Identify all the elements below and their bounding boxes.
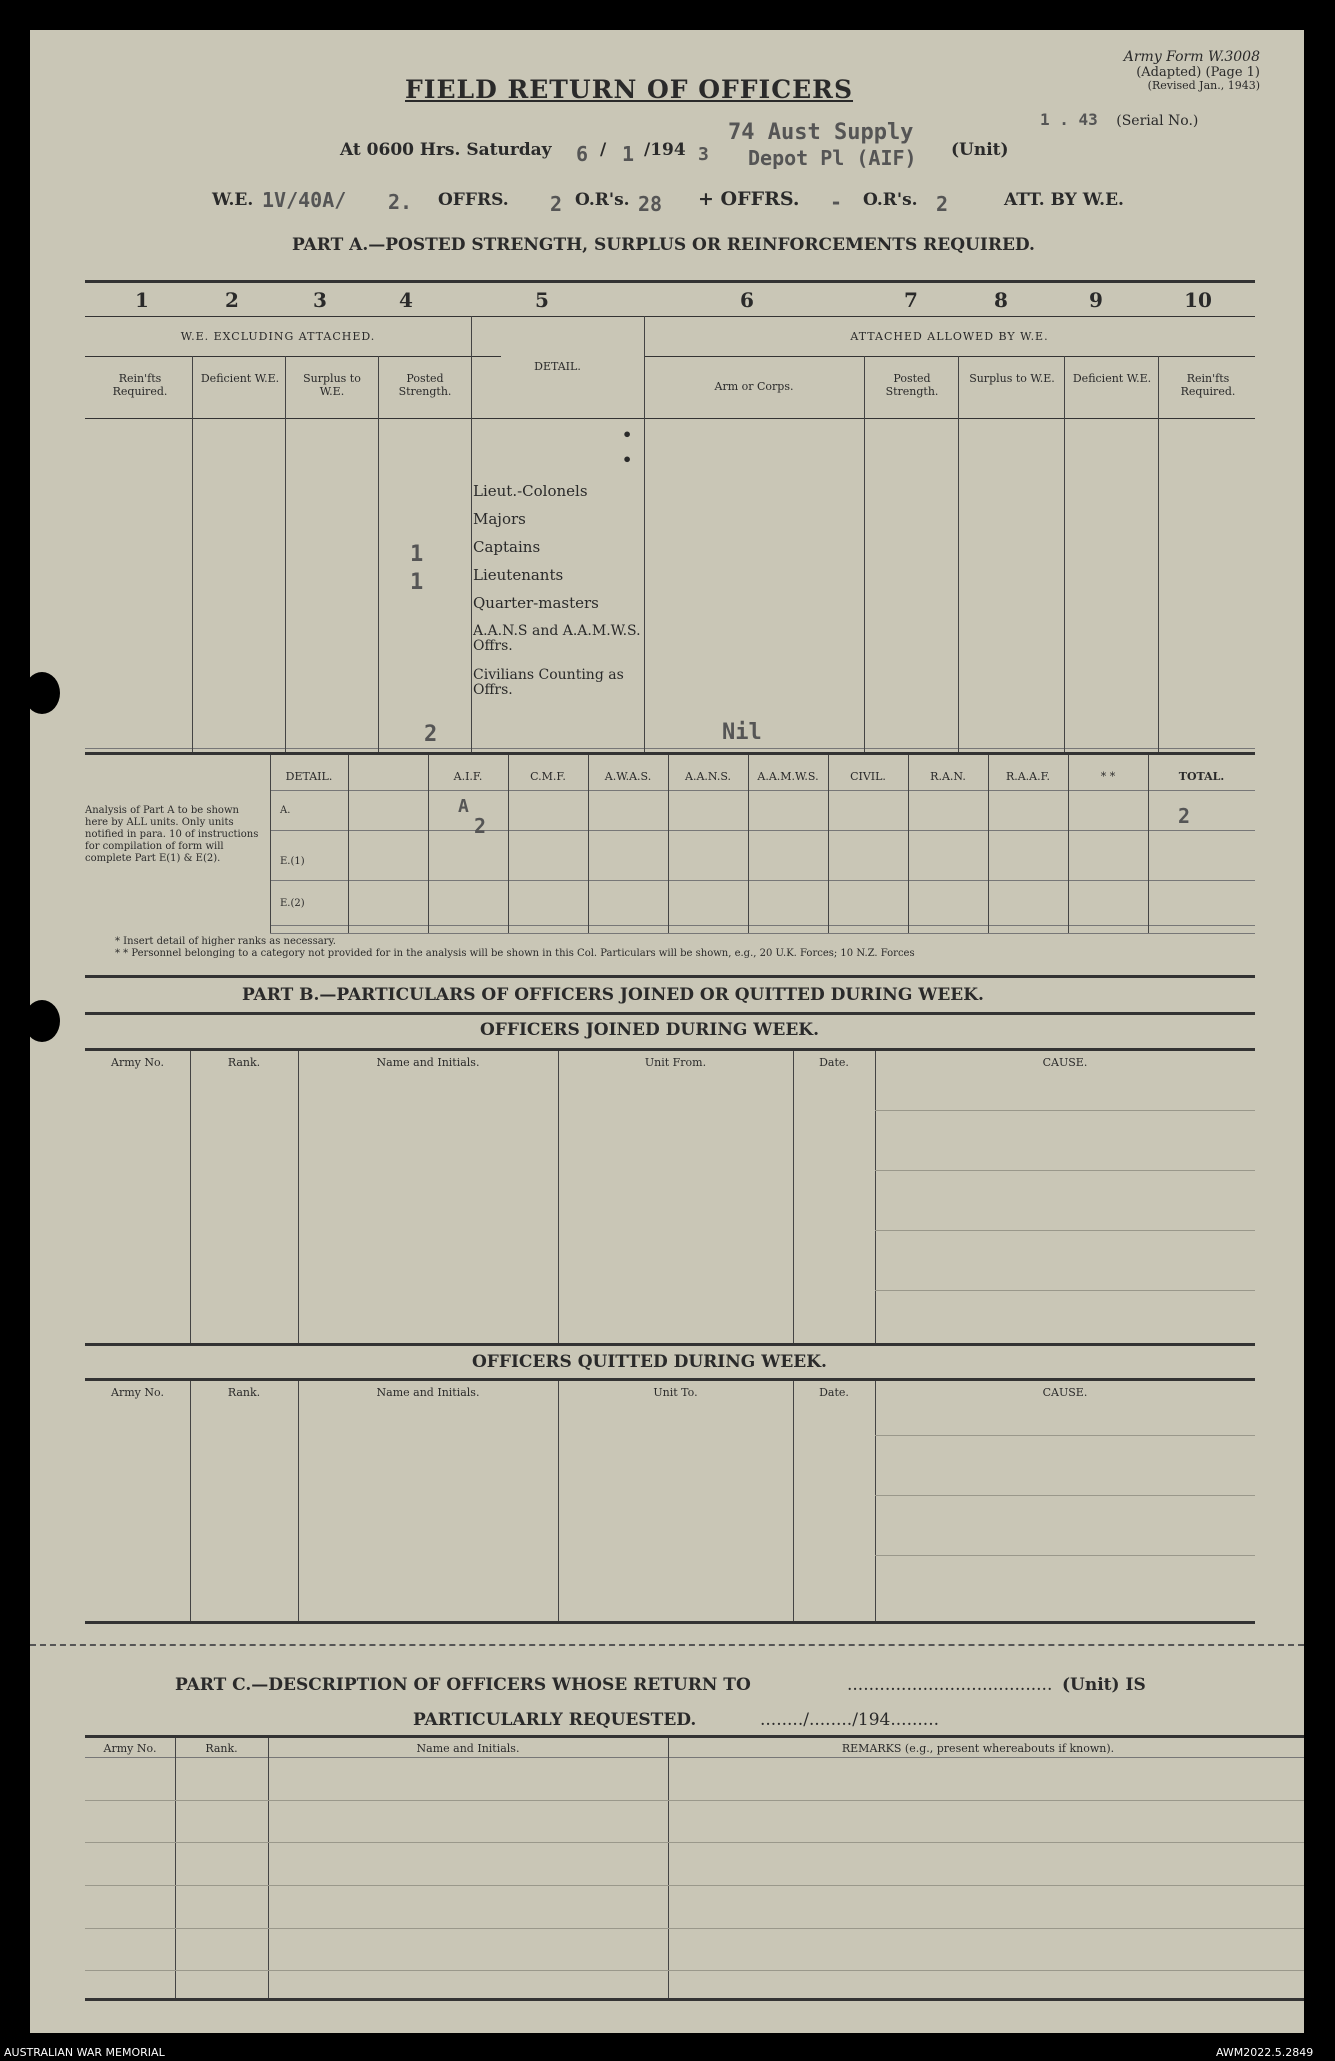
col-attached-deficient: Deficient W.E. [1072,372,1152,385]
note-1: * Insert detail of higher ranks as necessary. [115,936,336,947]
quitted-col-cause: CAUSE. [1042,1386,1088,1399]
analysis-header-total: TOTAL. [1178,770,1225,783]
part-c-unit-is: (Unit) IS [1062,1675,1146,1695]
analysis-row-e2: E.(2) [280,898,305,909]
serial-value: 1 . 43 (Serial No.) [1040,110,1199,129]
part-c-heading: PART C.—DESCRIPTION OF OFFICERS WHOSE RETURN TO [175,1675,751,1695]
offrs-value: 2 [550,192,563,216]
at-text: At 0600 Hrs. Saturday [340,140,552,160]
analysis-aif-value: 2 [474,814,487,838]
posted-lieutenants: 1 [410,570,424,595]
quitted-col-date: Date. [819,1386,849,1399]
analysis-header-aans: A.A.N.S. [685,770,731,783]
form-id-line-1: Army Form W.3008 [1123,49,1260,65]
col-posted-strength: Posted Strength. [398,372,452,398]
analysis-header-aamws: A.A.M.W.S. [757,770,819,783]
quitted-col-unit-to: Unit To. [653,1386,698,1399]
rank-captains: Captains [473,538,541,556]
att-label: ATT. BY W.E. [1004,190,1124,210]
footer-right: AWM2022.5.2849 [1216,2046,1314,2059]
part-c-col-army-no: Army No. [103,1742,157,1755]
we-excluding-header: W.E. EXCLUDING ATTACHED. [180,330,376,343]
unit-line-1: 74 Aust Supply [728,120,914,145]
quitted-col-rank: Rank. [227,1386,261,1399]
analysis-aif-mark: A [458,796,469,817]
analysis-row-e1: E.(1) [280,856,305,867]
punch-hole-bottom [24,1000,60,1042]
attached-header: ATTACHED ALLOWED BY W.E. [850,330,1049,343]
date-month: 1 [622,142,635,166]
analysis-header-awas: A.W.A.S. [604,770,652,783]
part-c-col-remarks: REMARKS (e.g., present whereabouts if known). [841,1742,1115,1755]
note-2: * * Personnel belonging to a category not provided for in the analysis will be shown in this Col. Particulars will be shown, e.g., 20 U.K. Forces; 10 N.Z. Forces [115,948,915,959]
analysis-header-aif: A.I.F. [453,770,483,783]
attached-total: Nil [722,720,762,745]
analysis-row-a: A. [280,805,291,816]
rank-lieutenants: Lieutenants [473,566,564,584]
col-number: 5 [535,288,549,312]
rank-civilians: Civilians Counting as Offrs. [473,667,624,698]
analysis-header-ran: R.A.N. [930,770,966,783]
col-number: 8 [994,288,1008,312]
col-number: 1 [135,288,149,312]
col-number: 4 [399,288,413,312]
ors2-label: O.R's. [863,190,918,210]
year-prefix: /194 [644,140,686,160]
analysis-total-value: 2 [1178,804,1191,828]
part-c-dots: ...................................... [847,1675,1053,1695]
officers-joined-heading: OFFICERS JOINED DURING WEEK. [480,1020,819,1040]
quitted-col-name: Name and Initials. [376,1386,480,1399]
part-c-date-blank: ......../......../194......... [760,1710,939,1730]
ors-label: O.R's. [575,190,630,210]
offrs-label: OFFRS. [438,190,509,210]
joined-col-rank: Rank. [227,1056,261,1069]
form-title: FIELD RETURN OF OFFICERS [405,75,854,104]
rank-majors: Majors [473,510,526,528]
col-number: 2 [225,288,239,312]
rank-aans-aamws: A.A.N.S and A.A.M.W.S. Offrs. [473,623,641,654]
form-id-line-3: (Revised Jan., 1943) [1147,79,1260,92]
joined-col-unit-from: Unit From. [644,1056,707,1069]
officers-quitted-heading: OFFICERS QUITTED DURING WEEK. [472,1352,827,1372]
col-deficient: Deficient W.E. [200,372,280,385]
unit-label: (Unit) [951,140,1009,160]
col-reinforcements-required: Rein'fts Required. [112,372,168,398]
part-c-col-rank: Rank. [205,1742,238,1755]
col-number: 9 [1089,288,1103,312]
punch-hole-top [24,672,60,714]
date-day: 6 [576,142,589,166]
col-number: 7 [904,288,918,312]
analysis-header-cmf: C.M.F. [530,770,566,783]
ors2-value: 2 [936,192,949,216]
serial-label: (Serial No.) [1116,113,1199,129]
col-number: 10 [1184,288,1212,312]
col-attached-posted-strength: Posted Strength. [885,372,939,398]
form-page: Army Form W.3008 (Adapted) (Page 1) (Revised Jan., 1943) FIELD RETURN OF OFFICERS 1 . 43 (Serial No.) At 0600 Hrs. Saturday 6 / 1 /194 3 74 Aust Supply Depot Pl (AIF) (Unit) W.E. 1V/40A/ 2. OFFRS. 2 O.R's. 28 + OFFRS. - O.R's. 2 ATT. BY W.E. PART A.—POSTED STRENGTH, SURPLUS OR REINFORCEMENTS REQUIRED. 1 2 3 4 5 6 7 8 9 10 W.E. EXCLUDING ATTACHED. ATTACHED ALLOWED BY W.E. DETAIL. Rein'fts Required. Deficient W.E. Surplus to W.E. Posted Strength. Arm or Corps. Posted Strength. Surplus to W.E. Deficient W.E. Rein'fts Required. • • Lieut.-Colonels Majors Captains Lieutenants Quarter-masters A.A.N.S and A.A.M.W.S. Offrs. Civilians Counting as Offrs. 1 1 2 Nil DETAIL. A.I.F. C.M.F. A.W.A.S. A.A.N.S. A.A.M.W.S. CIVIL. R.A.N. R.A.A.F. * * TOTAL. A. E.(1) E.(2) A 2 2 Analysis of Part A to be shown here by ALL units. Only units notified in para. 10 of instructions for compilation of form will complete Part E(1) & E(2). * Insert detail of higher ranks as necessary. * * Personnel belonging to a category not provided for in the analysis will be shown in this Col. Particulars will be shown, e.g., 20 U.K. Forces; 10 N.Z. Forces PART B.—PARTICULARS OF OFFICERS JOINED OR QUITTED DURING WEEK. OFFICERS JOINED DURING WEEK. Army No. Rank. Name and Initials. Unit From. Date. CAUSE. OFFICERS QUITTED DURING WEEK. Army No. Rank. Name and Initials. Unit To. Date. CAUSE. PART C.—DESCRIPTION OF OFFICERS WHOSE RETURN TO ...................................... (Unit) IS PARTICULARLY REQUESTED. ......../......../194......... Army No. Rank. Name and Initials. REMARKS (e.g., present whereabouts if known). [30,30,1304,2033]
plus-offrs-label: + OFFRS. [698,188,800,210]
col-attached-reinforcements: Rein'fts Required. [1180,372,1236,398]
rank-lieut-colonels: Lieut.-Colonels [473,482,588,500]
rank-quarter-masters: Quarter-masters [473,594,599,612]
col-surplus: Surplus to W.E. [303,372,361,398]
detail-header: DETAIL. [534,360,581,373]
plus-offrs-value: - [830,190,843,214]
analysis-header-civil: CIVIL. [850,770,886,783]
footer-left: AUSTRALIAN WAR MEMORIAL [4,2046,165,2059]
joined-col-date: Date. [819,1056,849,1069]
posted-total: 2 [424,722,438,747]
analysis-header-other: * * [1100,770,1116,783]
quitted-col-army-no: Army No. [111,1386,164,1399]
analysis-detail-header: DETAIL. [285,770,333,783]
ors-value: 28 [638,192,663,216]
year-digit: 3 [698,144,709,165]
we-value: 1V/40A/ [262,188,347,212]
analysis-label: Analysis of Part A to be shown here by ALL units. Only units notified in para. 10 of instructions for compilation of form will complete Part E(1) & E(2). [85,805,259,864]
joined-col-cause: CAUSE. [1042,1056,1088,1069]
part-a-heading: PART A.—POSTED STRENGTH, SURPLUS OR REINFORCEMENTS REQUIRED. [292,235,1035,255]
col-number: 3 [313,288,327,312]
we-label: W.E. [212,190,254,210]
analysis-header-raaf: R.A.A.F. [1005,770,1051,783]
part-c-col-name: Name and Initials. [416,1742,520,1755]
form-id-line-2: (Adapted) (Page 1) [1136,65,1260,80]
we-value-2: 2. [388,190,413,214]
joined-col-name: Name and Initials. [376,1056,480,1069]
unit-line-2: Depot Pl (AIF) [748,146,917,170]
col-number: 6 [740,288,754,312]
joined-col-army-no: Army No. [111,1056,164,1069]
col-arm-or-corps: Arm or Corps. [714,380,794,393]
part-c-heading-2: PARTICULARLY REQUESTED. [413,1710,697,1730]
part-b-heading: PART B.—PARTICULARS OF OFFICERS JOINED OR QUITTED DURING WEEK. [242,985,984,1005]
col-attached-surplus: Surplus to W.E. [969,372,1055,385]
posted-captains: 1 [410,542,424,567]
perforation-line [30,1644,1304,1646]
